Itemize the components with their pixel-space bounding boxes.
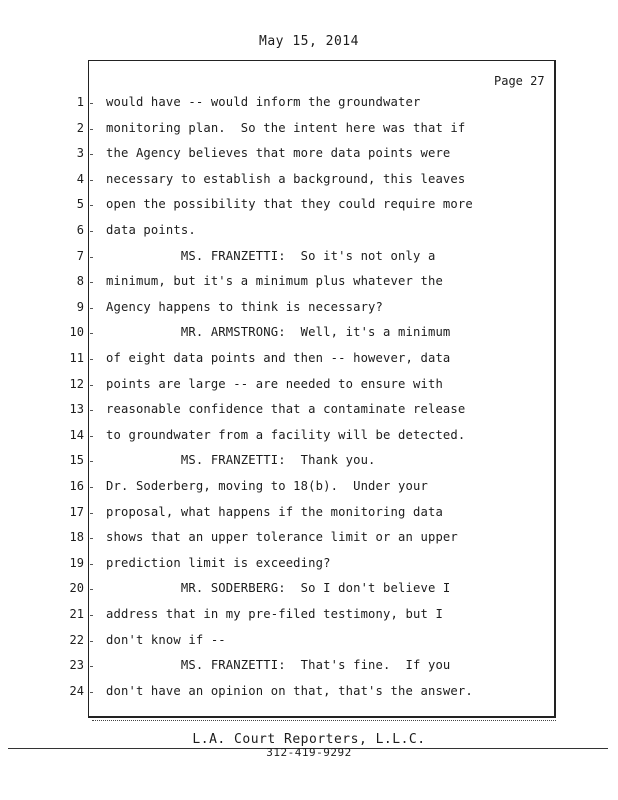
margin-tick xyxy=(90,180,93,181)
transcript-line: don't know if -- xyxy=(106,632,226,647)
line-number: 10 xyxy=(69,325,84,340)
transcript-line: MR. SODERBERG: So I don't believe I xyxy=(106,581,451,596)
line-number: 15 xyxy=(69,453,84,468)
transcript-line: would have -- would inform the groundwater xyxy=(106,95,421,109)
line-number: 21 xyxy=(69,607,84,621)
transcript-line: MS. FRANZETTI: That's fine. If you xyxy=(106,658,451,673)
margin-tick xyxy=(90,231,93,232)
line-number: 9 xyxy=(76,299,84,314)
line-number: 16 xyxy=(69,479,84,493)
margin-tick xyxy=(90,589,93,590)
margin-tick xyxy=(90,615,93,616)
line-number: 8 xyxy=(76,274,84,289)
line-number: 12 xyxy=(69,376,84,391)
line-number: 5 xyxy=(76,197,84,212)
page-number: Page 27 xyxy=(494,74,545,88)
transcript-line: to groundwater from a facility will be detected. xyxy=(106,427,466,442)
frame-bottom-edge xyxy=(92,716,556,721)
margin-tick xyxy=(90,641,93,642)
margin-tick xyxy=(90,410,93,411)
margin-tick xyxy=(90,103,93,104)
margin-tick xyxy=(90,666,93,667)
line-number: 6 xyxy=(76,223,84,237)
line-number: 14 xyxy=(69,427,84,442)
line-number: 23 xyxy=(69,658,84,673)
margin-tick xyxy=(90,692,93,693)
line-number: 24 xyxy=(69,683,84,698)
margin-tick xyxy=(90,257,93,258)
margin-tick xyxy=(90,436,93,437)
margin-tick xyxy=(90,205,93,206)
header-date: May 15, 2014 xyxy=(259,34,359,49)
margin-tick xyxy=(90,487,93,488)
transcript-line: don't have an opinion on that, that's the answer. xyxy=(106,683,473,698)
margin-tick xyxy=(90,129,93,130)
margin-tick xyxy=(90,538,93,539)
transcript-line: MR. ARMSTRONG: Well, it's a minimum xyxy=(106,325,451,340)
margin-tick xyxy=(90,461,93,462)
transcript-line: necessary to establish a background, this leaves xyxy=(106,171,466,186)
line-number: 1 xyxy=(76,95,84,109)
line-number: 2 xyxy=(76,120,84,135)
line-number: 20 xyxy=(69,581,84,596)
margin-tick xyxy=(90,359,93,360)
line-number: 18 xyxy=(69,530,84,545)
footer-company: L.A. Court Reporters, L.L.C. xyxy=(192,732,426,747)
transcript-line: prediction limit is exceeding? xyxy=(106,555,331,570)
line-number: 11 xyxy=(69,351,84,365)
margin-tick xyxy=(90,154,93,155)
transcript-line: points are large -- are needed to ensure with xyxy=(106,376,443,391)
transcript-line: data points. xyxy=(106,223,196,237)
transcript-line: of eight data points and then -- however, data xyxy=(106,351,451,365)
transcript-line: minimum, but it's a minimum plus whatever the xyxy=(106,274,443,289)
margin-tick xyxy=(90,564,93,565)
transcript-line: monitoring plan. So the intent here was that if xyxy=(106,120,466,135)
footer-phone: 312-419-9292 xyxy=(266,746,352,759)
transcript-line: address that in my pre-filed testimony, but I xyxy=(106,607,443,621)
transcript-line: Agency happens to think is necessary? xyxy=(106,299,384,314)
line-number: 3 xyxy=(76,146,84,161)
line-number: 22 xyxy=(69,632,84,647)
line-number: 17 xyxy=(69,504,84,519)
transcript-line: MS. FRANZETTI: So it's not only a xyxy=(106,248,436,263)
margin-tick xyxy=(90,513,93,514)
transcript-line: open the possibility that they could require more xyxy=(106,197,473,212)
margin-tick xyxy=(90,308,93,309)
transcript-line: the Agency believes that more data points were xyxy=(106,146,451,161)
margin-tick xyxy=(90,385,93,386)
transcript-line: reasonable confidence that a contaminate release xyxy=(106,402,466,417)
line-number: 7 xyxy=(76,248,84,263)
margin-tick xyxy=(90,282,93,283)
line-number: 4 xyxy=(76,171,84,186)
transcript-line: shows that an upper tolerance limit or an upper xyxy=(106,530,458,545)
line-number: 19 xyxy=(69,555,84,570)
transcript-line: proposal, what happens if the monitoring data xyxy=(106,504,443,519)
margin-tick xyxy=(90,333,93,334)
transcript-line: MS. FRANZETTI: Thank you. xyxy=(106,453,376,468)
transcript-line: Dr. Soderberg, moving to 18(b). Under your xyxy=(106,479,428,493)
line-number: 13 xyxy=(69,402,84,417)
